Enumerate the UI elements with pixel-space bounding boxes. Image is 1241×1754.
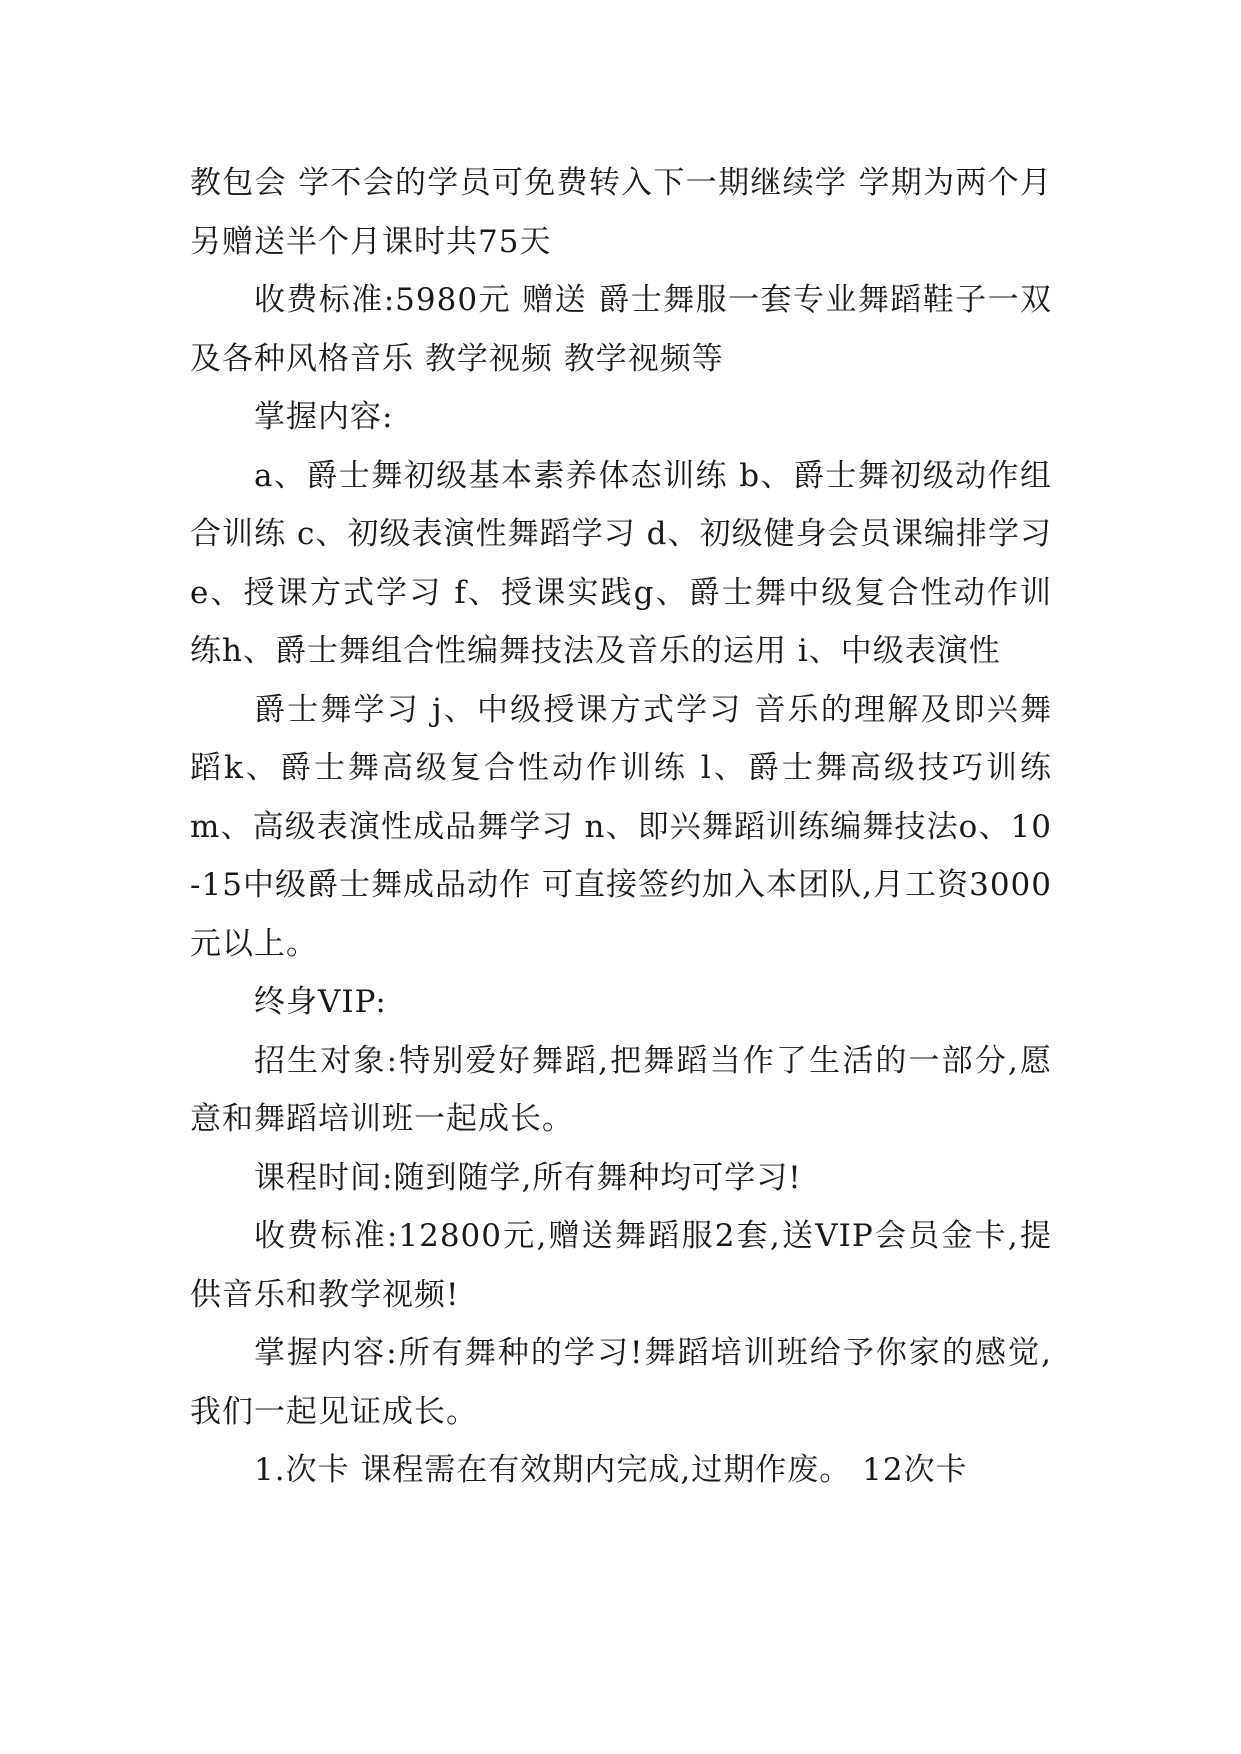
document-body [190, 154, 1052, 1500]
paragraph-content-list-part2: 爵士舞学习 j、中级授课方式学习 音乐的理解及即兴舞蹈k、爵士舞高级复合性动作训练 l、爵士舞高级技巧训练 m、高级表演性成品舞学习 n、即兴舞蹈训练编舞技法o、10-15中级爵士舞成品动作 可直接签约加入本团队,月工资3000元以上。 [190, 691, 1052, 962]
paragraph-vip-content: 掌握内容:所有舞种的学习!舞蹈培训班给予你家的感觉,我们一起见证成长。 [190, 1335, 1052, 1430]
paragraph-punch-card: 1.次卡 课程需在有效期内完成,过期作废。 12次卡 [254, 1452, 968, 1488]
paragraph-course-guarantee: 教包会 学不会的学员可免费转入下一期继续学 学期为两个月 另赠送半个月课时共75天 [190, 165, 1052, 260]
paragraph-vip-target: 招生对象:特别爱好舞蹈,把舞蹈当作了生活的一部分,愿意和舞蹈培训班一起成长。 [190, 1042, 1052, 1137]
paragraph-fee-standard: 收费标准:5980元 赠送 爵士舞服一套专业舞蹈鞋子一双 及各种风格音乐 教学视频 教学视频等 [190, 282, 1052, 377]
paragraph-content-list-part1: a、爵士舞初级基本素养体态训练 b、爵士舞初级动作组合训练 c、初级表演性舞蹈学习 d、初级健身会员课编排学习 e、授课方式学习 f、授课实践g、爵士舞中级复合性动作训练h、爵士舞组合性编舞技法及音乐的运用 i、中级表演性 [190, 457, 1052, 669]
paragraph-vip-heading: 终身VIP: [254, 984, 387, 1020]
paragraph-content-heading: 掌握内容: [254, 399, 394, 435]
paragraph-vip-schedule: 课程时间:随到随学,所有舞种均可学习! [254, 1159, 802, 1196]
paragraph-vip-fee: 收费标准:12800元,赠送舞蹈服2套,送VIP会员金卡,提供音乐和教学视频! [190, 1218, 1052, 1313]
